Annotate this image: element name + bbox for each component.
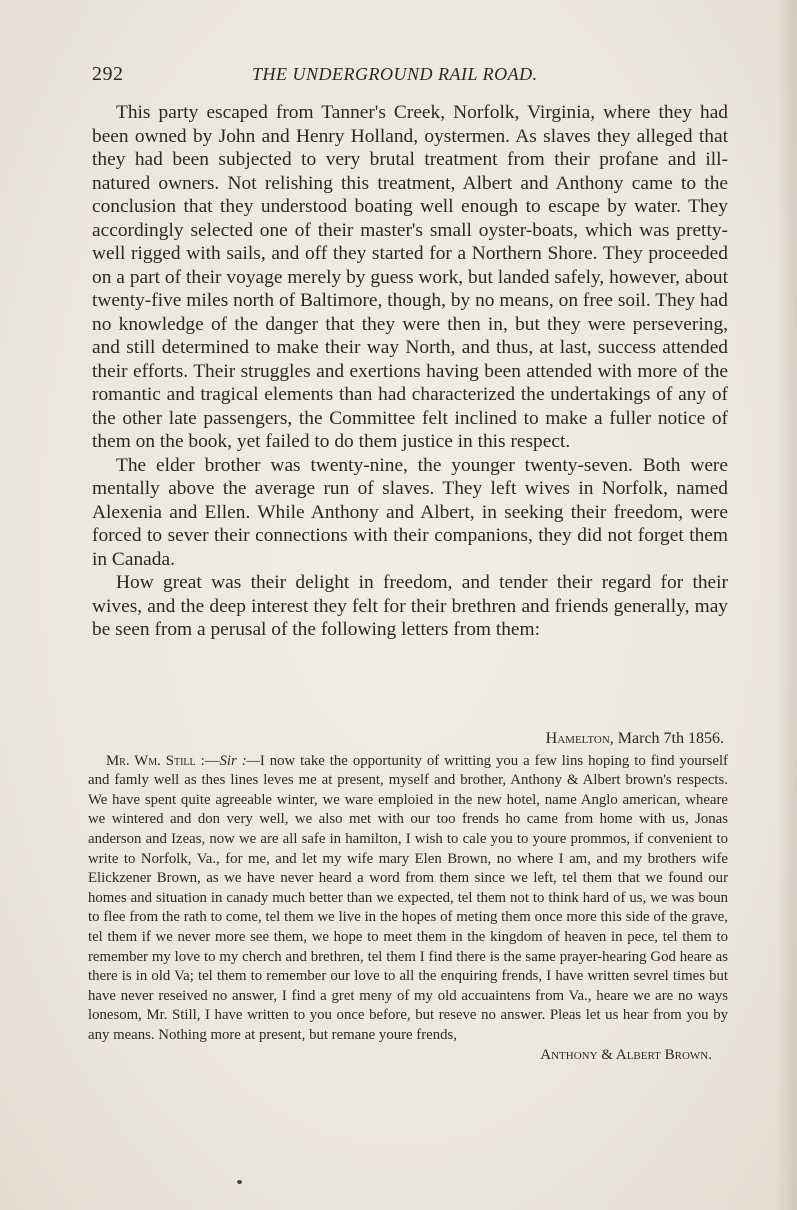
page-edge-shadow	[775, 0, 797, 1210]
letter-addressee: Mr. Wm. Still :—	[106, 752, 220, 769]
paragraph: The elder brother was twenty-nine, the younger twenty-seven. Both were mentally above the average run of slaves. They left wives in Norfolk, named Alexenia and Ellen. While Anthony and Albert, in seeking their freedom, were forced to sever their connections with their companions, they did not forget them in Canada.	[92, 454, 728, 570]
letter-text: I now take the opportunity of writting you a few lins hoping to find yourself and famly well as thes lines leves me at present, myself and brother, Anthony & Albert brown's respects. We have spent quite agreeable winter, we ware emploied in the new hotel, name Anglo american, wheare we wintered and don very well, we also met with our too frends ho came from home with us, Jonas anderson and Izeas, now we are all safe in hamilton, I wish to cale you to youre prommos, if convenient to write to Norfolk, Va., for me, and let my wife mary Elen Brown, no where I am, and my brothers wife Elickzener Brown, as we have never heard a word from them since we left, tel them that we found our homes and situation in canady much better than we expected, tel them not to think hard of us, we was boun to flee from the rath to come, tel them we live in the hopes of meting them once more this side of the grave, tel them if we never more see them, we hope to meet them in the kingdom of heaven in pece, tel them to remember my love to my cherch and brethren, tel them I find there is the same prayer-hearing God heare as there is in old Va; tel them to remember our love to all the enquiring frends, I have written sevrel times but have never reseived no answer, I find a gret meny of my old accuaintens from Va., heare we are no ways lonesom, Mr. Still, I have written to you once before, but reseve no answer. Pleas let us hear from you by any means. Nothing more at present, but remane youre frends,	[88, 752, 728, 1043]
paragraph: This party escaped from Tanner's Creek, Norfolk, Virginia, where they had been owned by John and Henry Holland, oystermen. As slaves they alleged that they had been subjected to very brutal treatment from their profane and ill-natured owners. Not relishing this treatment, Albert and Anthony came to the conclusion that they understood boating well enough to escape by water. They accordingly selected one of their master's small oyster-boats, which was pretty-well rigged with sails, and off they started for a Northern Shore. They proceeded on a part of their voyage merely by guess work, but landed safely, however, about twenty-five miles north of Baltimore, though, by no means, on free soil. They had no knowledge of the danger that they were then in, but they were persevering, and still determined to make their way North, and thus, at last, success attended their efforts. Their struggles and exertions having been attended with more of the romantic and tragical elements than had characterized the undertakings of any of the other late passengers, the Committee felt inclined to make a fuller notice of them on the book, yet failed to do them justice in this respect.	[92, 102, 728, 452]
body-text	[92, 101, 728, 642]
dateline-place: Hamelton,	[545, 730, 614, 747]
running-head: THE UNDERGROUND RAIL ROAD.	[252, 64, 538, 84]
letter-body	[88, 752, 728, 1046]
letter-salutation: Sir :—	[219, 752, 260, 769]
letter	[88, 729, 728, 1065]
dateline-date: March 7th 1856.	[613, 730, 724, 747]
ink-speck	[237, 1180, 242, 1184]
letter-signature: Anthony & Albert Brown.	[540, 1046, 712, 1063]
page-number: 292	[92, 63, 124, 85]
paragraph: How great was their delight in freedom, and tender their regard for their wives, and the deep interest they felt for their brethren and friends generally, may be seen from a perusal of the following letters from them:	[92, 572, 728, 640]
page-header	[92, 63, 732, 91]
letter-dateline	[88, 729, 728, 749]
